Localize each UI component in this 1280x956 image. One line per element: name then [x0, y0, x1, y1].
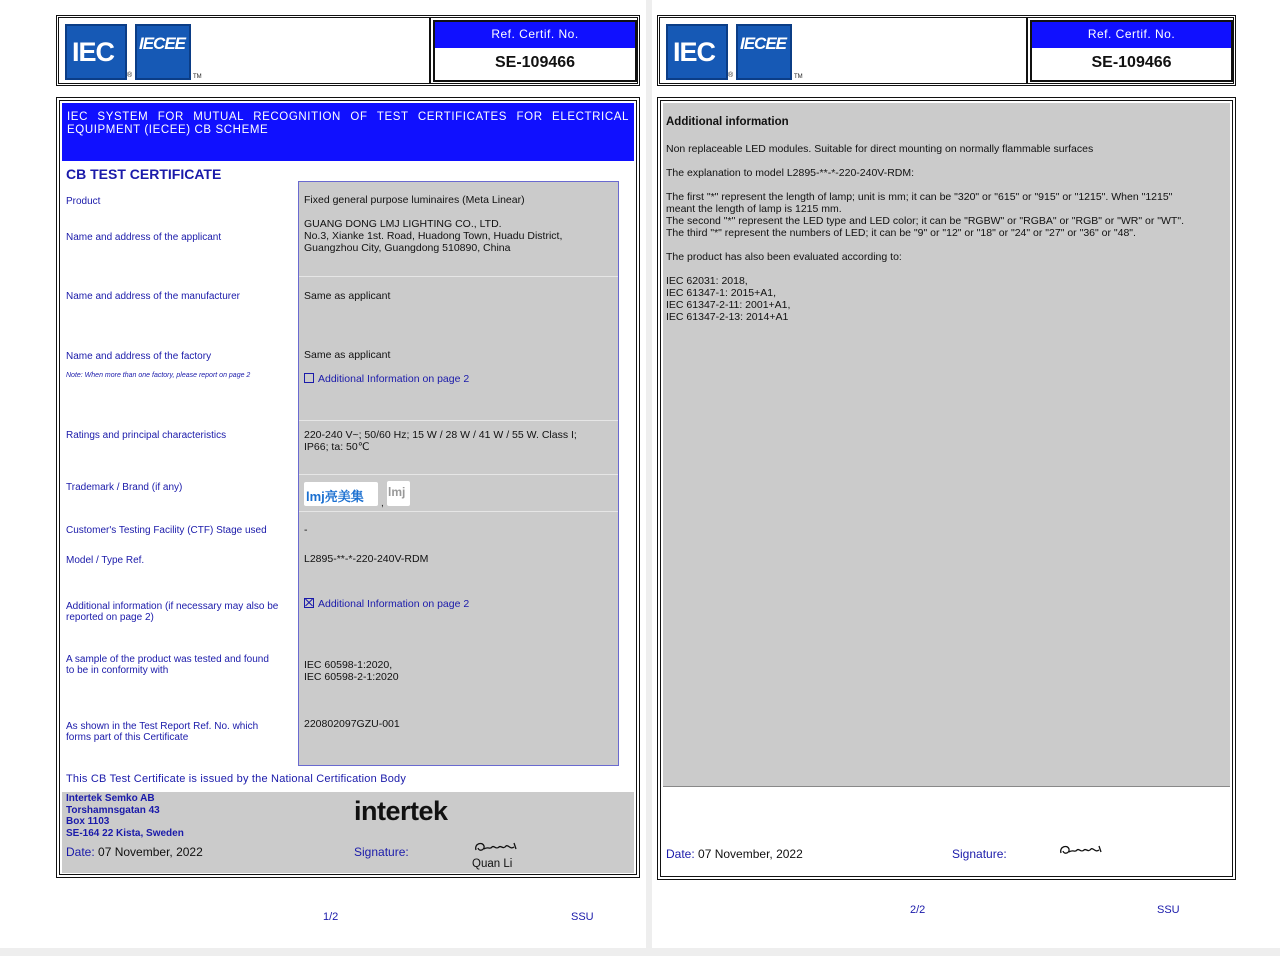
applicant-line2: No.3, Xianke 1st. Road, Huadong Town, Huadu District, — [304, 230, 563, 242]
page1-date-label: Date: — [66, 845, 95, 859]
page2-signature-scribble — [1057, 842, 1107, 860]
factory-additional-info-text: Additional Information on page 2 — [318, 373, 470, 385]
ratings-label: Ratings and principal characteristics — [66, 430, 227, 441]
manufacturer-label: Name and address of the manufacturer — [66, 291, 240, 302]
ncb-address — [66, 793, 184, 839]
manufacturer-value: Same as applicant — [304, 290, 391, 302]
factory-note: Note: When more than one factory, please report on page 2 — [66, 372, 251, 379]
page2-ref-certificate-box — [1030, 20, 1233, 82]
page2-iec-logo-text: IEC — [673, 37, 716, 67]
page2-logo-area — [660, 18, 1028, 83]
info-standard-1: IEC 62031: 2018, — [666, 275, 748, 287]
info-line-led-modules: Non replaceable LED modules. Suitable for direct mounting on normally flammable surfaces — [666, 143, 1094, 155]
brand-logo-lmj-chinese — [304, 482, 378, 506]
info-line-second-star: The second "*" represent the LED type and LED color; it can be "RGBW" or "RGBA" or "RGB" or "WR" or "WT". — [666, 215, 1184, 227]
iec-logo — [65, 24, 127, 80]
brand-logo-lmj-chinese-text: lmj亮美集 — [306, 489, 364, 504]
info-line-length: meant the length of lamp is 1215 mm. — [666, 203, 842, 215]
model-value: L2895-**-*-220-240V-RDM — [304, 553, 429, 565]
signer-name: Quan Li — [472, 858, 513, 870]
applicant-value — [304, 218, 562, 254]
certificate-title: CB TEST CERTIFICATE — [66, 166, 222, 182]
factory-additional-info — [304, 373, 469, 385]
ratings-line1: 220-240 V~; 50/60 Hz; 15 W / 28 W / 41 W / 55 W. Class I; — [304, 429, 577, 441]
sample-label — [66, 654, 269, 676]
row-divider — [299, 474, 618, 475]
page2-registered-mark: ® — [728, 72, 734, 79]
page1-date — [66, 845, 203, 859]
logo-area — [59, 18, 431, 83]
registered-mark: ® — [127, 72, 133, 79]
brand-logo-separator: , — [381, 498, 384, 509]
row-divider — [299, 420, 618, 421]
product-value: Fixed general purpose luminaires (Meta Linear) — [304, 194, 525, 206]
page2-date-label: Date: — [666, 847, 695, 861]
ratings-value — [304, 429, 577, 453]
factory-value: Same as applicant — [304, 349, 391, 361]
sample-standard-1: IEC 60598-1:2020, — [304, 659, 393, 671]
brand-logo-lmj — [387, 481, 410, 506]
row-divider — [299, 276, 618, 277]
additional-info-value — [304, 598, 469, 610]
checkbox-unchecked-icon[interactable] — [304, 373, 314, 383]
intertek-logo: intertek — [354, 796, 448, 826]
iecee-logo — [135, 24, 191, 80]
page1-header — [56, 15, 640, 86]
report-label — [66, 721, 258, 743]
page2-iecee-logo — [736, 24, 792, 80]
factory-label: Name and address of the factory — [66, 351, 212, 362]
report-value: 220802097GZU-001 — [304, 718, 400, 730]
trademark-mark: TM — [193, 74, 202, 80]
issued-by-text: This CB Test Certificate is issued by the National Certification Body — [66, 773, 407, 785]
ncb-name: Intertek Semko AB — [66, 793, 155, 804]
page2-footer-divider — [663, 786, 1230, 787]
info-line-third-star: The third "*" represent the numbers of LED; it can be "9" or "12" or "18" or "24" or "27" or "36" or "48". — [666, 227, 1136, 239]
page1-page-code: SSU — [571, 911, 594, 923]
additional-info-label-line2: reported on page 2) — [66, 612, 154, 623]
checkbox-checked-icon[interactable] — [304, 598, 314, 608]
ncb-box: Box 1103 — [66, 816, 110, 827]
page2-date-value: 07 November, 2022 — [698, 847, 803, 861]
ncb-city: SE-164 22 Kista, Sweden — [66, 827, 184, 839]
page2-page-code: SSU — [1157, 904, 1180, 916]
scheme-banner: IEC SYSTEM FOR MUTUAL RECOGNITION OF TEST CERTIFICATES FOR ELECTRICAL EQUIPMENT (IECEE) CB SCHEME — [62, 103, 634, 161]
info-standard-2: IEC 61347-1: 2015+A1, — [666, 287, 777, 299]
page2-iecee-logo-text: IECEE — [740, 34, 787, 53]
sample-label-line2: to be in conformity with — [66, 665, 169, 676]
ncb-street: Torshamnsgatan 43 — [66, 804, 160, 816]
info-line-also-evaluated: The product has also been evaluated according to: — [666, 251, 902, 263]
bottom-separator — [0, 948, 1280, 956]
iecee-logo-text: IECEE — [139, 34, 186, 53]
row-divider — [299, 511, 618, 512]
info-model-explanation-block — [666, 191, 1228, 239]
page2-signature-label: Signature: — [952, 847, 1007, 861]
ref-certificate-box — [433, 20, 637, 82]
info-line-first-star: The first "*" represent the length of lamp; unit is mm; it can be "320" or "615" or "915" or "1215". When "1215" — [666, 191, 1173, 203]
page-separator — [646, 0, 652, 956]
applicant-label: Name and address of the applicant — [66, 232, 222, 243]
additional-info-value-text: Additional Information on page 2 — [318, 598, 470, 610]
info-standard-4: IEC 61347-2-13: 2014+A1 — [666, 311, 789, 323]
model-label: Model / Type Ref. — [66, 555, 145, 566]
report-label-line2: forms part of this Certificate — [66, 732, 189, 743]
page2-ref-certificate-number: SE-109466 — [1091, 54, 1172, 71]
page1-signature-scribble — [472, 838, 522, 858]
additional-info-title: Additional information — [666, 116, 789, 128]
page2-date — [666, 847, 803, 861]
brand-logo-lmj-text: lmj — [388, 485, 406, 499]
info-standards-list — [666, 275, 790, 323]
ref-certificate-number: SE-109466 — [494, 54, 576, 71]
product-label: Product — [66, 196, 101, 207]
ctf-label: Customer's Testing Facility (CTF) Stage used — [66, 525, 267, 536]
info-line-model-explanation: The explanation to model L2895-**-*-220-240V-RDM: — [666, 167, 915, 179]
trademark-label: Trademark / Brand (if any) — [66, 482, 183, 493]
sample-label-line1: A sample of the product was tested and found — [66, 654, 269, 665]
sample-value — [304, 659, 399, 683]
additional-info-label-line1: Additional information (if necessary may also be — [66, 601, 279, 612]
applicant-line1: GUANG DONG LMJ LIGHTING CO., LTD. — [304, 218, 502, 230]
sample-standard-2: IEC 60598-2-1:2020 — [304, 671, 399, 683]
page2-trademark-mark: TM — [794, 74, 803, 80]
page2-iec-logo — [666, 24, 728, 80]
applicant-line3: Guangzhou City, Guangdong 510890, China — [304, 242, 511, 254]
ctf-value: - — [304, 524, 308, 536]
page2-page-number: 2/2 — [910, 904, 926, 916]
additional-info-label — [66, 601, 278, 623]
page2-header — [657, 15, 1236, 86]
report-label-line1: As shown in the Test Report Ref. No. which — [66, 721, 259, 732]
ratings-line2: IP66; ta: 50℃ — [304, 441, 370, 453]
info-standard-3: IEC 61347-2-11: 2001+A1, — [666, 299, 791, 311]
page2-ref-certificate-title: Ref. Certif. No. — [1032, 22, 1231, 48]
page1-date-value: 07 November, 2022 — [98, 845, 203, 859]
ref-certificate-title: Ref. Certif. No. — [435, 22, 635, 48]
page1-page-number: 1/2 — [323, 911, 339, 923]
iec-logo-text: IEC — [72, 37, 115, 67]
page1-signature-label: Signature: — [354, 845, 409, 859]
